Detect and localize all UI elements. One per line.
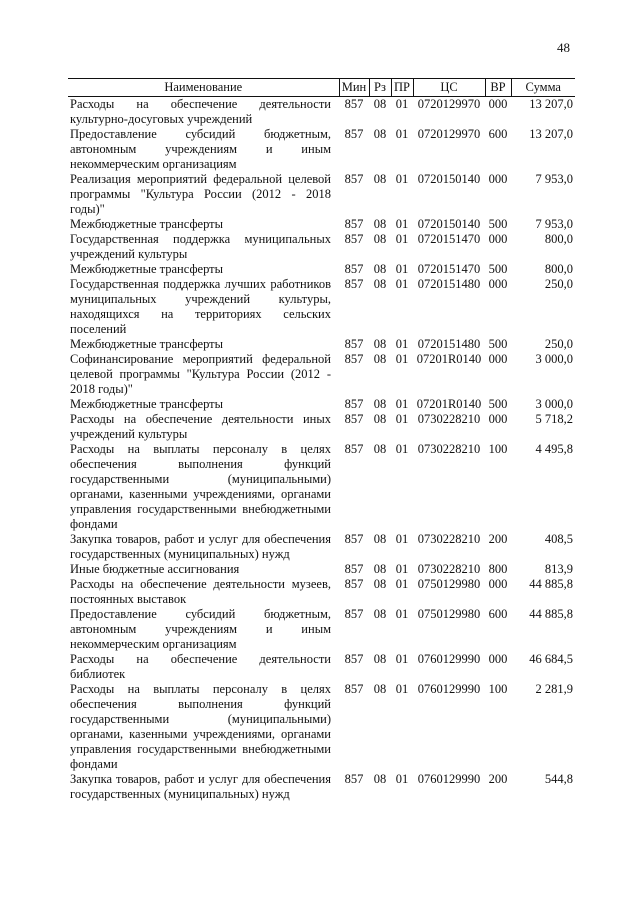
cell-min: 857 xyxy=(344,262,364,276)
cell-rz: 08 xyxy=(373,397,387,411)
cell-pr: 01 xyxy=(395,232,409,246)
cell-min: 857 xyxy=(344,577,364,591)
cell-cs: 0760129990 xyxy=(417,652,481,666)
table-row xyxy=(68,337,575,352)
cell-min: 857 xyxy=(344,277,364,291)
cell-pr: 01 xyxy=(395,172,409,186)
cell-cs: 07201R0140 xyxy=(416,352,482,366)
cell-vr: 000 xyxy=(488,412,508,426)
table-row xyxy=(68,652,575,682)
cell-pr: 01 xyxy=(395,277,409,291)
cell-name: Иные бюджетные ассигнования xyxy=(70,562,240,576)
cell-cs: 0720129970 xyxy=(417,97,481,111)
cell-vr: 100 xyxy=(488,682,508,696)
table-row xyxy=(68,577,575,607)
cell-pr: 01 xyxy=(395,607,409,621)
cell-cs: 0730228210 xyxy=(417,412,481,426)
cell-rz: 08 xyxy=(373,772,387,786)
cell-min: 857 xyxy=(344,397,364,411)
cell-sum: 544,8 xyxy=(544,772,573,786)
cell-vr: 500 xyxy=(488,397,508,411)
cell-pr: 01 xyxy=(395,562,409,576)
cell-rz: 08 xyxy=(373,127,387,141)
cell-cs: 07201R0140 xyxy=(416,397,482,411)
cell-pr: 01 xyxy=(395,652,409,666)
table-row xyxy=(68,97,575,128)
cell-vr: 000 xyxy=(488,352,508,366)
cell-rz: 08 xyxy=(373,97,387,111)
cell-name: Расходы на обеспечение деятельности библиотек xyxy=(70,652,331,681)
cell-cs: 0760129990 xyxy=(417,772,481,786)
cell-name: Расходы на выплаты персоналу в целях обеспечения выполнения функций государственными (муниципальными) органами, казенными учреждениями, органами управления государственными внебюджетными фондами xyxy=(70,682,331,771)
cell-min: 857 xyxy=(344,232,364,246)
cell-pr: 01 xyxy=(395,412,409,426)
cell-cs: 0750129980 xyxy=(417,607,481,621)
cell-pr: 01 xyxy=(395,532,409,546)
cell-name: Закупка товаров, работ и услуг для обеспечения государственных (муниципальных) нужд xyxy=(70,532,331,561)
table-row xyxy=(68,277,575,337)
cell-min: 857 xyxy=(344,532,364,546)
header-cs: ЦС xyxy=(413,79,485,97)
cell-vr: 000 xyxy=(488,577,508,591)
table-row xyxy=(68,607,575,652)
cell-rz: 08 xyxy=(373,277,387,291)
cell-rz: 08 xyxy=(373,262,387,276)
header-pr: ПР xyxy=(391,79,413,97)
header-rz: Рз xyxy=(369,79,391,97)
cell-vr: 000 xyxy=(488,172,508,186)
cell-min: 857 xyxy=(344,442,364,456)
cell-cs: 0730228210 xyxy=(417,532,481,546)
cell-sum: 800,0 xyxy=(544,232,573,246)
cell-min: 857 xyxy=(344,97,364,111)
cell-sum: 5 718,2 xyxy=(535,412,573,426)
cell-sum: 3 000,0 xyxy=(535,352,573,366)
cell-name: Закупка товаров, работ и услуг для обеспечения государственных (муниципальных) нужд xyxy=(70,772,331,801)
cell-rz: 08 xyxy=(373,232,387,246)
table-row xyxy=(68,397,575,412)
cell-min: 857 xyxy=(344,217,364,231)
cell-pr: 01 xyxy=(395,397,409,411)
cell-vr: 000 xyxy=(488,652,508,666)
cell-vr: 200 xyxy=(488,532,508,546)
cell-sum: 813,9 xyxy=(544,562,573,576)
cell-min: 857 xyxy=(344,352,364,366)
cell-name: Государственная поддержка лучших работников муниципальных учреждений культуры, находящихся на территориях сельских поселений xyxy=(70,277,331,336)
cell-rz: 08 xyxy=(373,172,387,186)
cell-name: Софинансирование мероприятий федеральной целевой программы "Культура России (2012 - 2018 годы)" xyxy=(70,352,331,396)
cell-min: 857 xyxy=(344,682,364,696)
table-row xyxy=(68,772,575,802)
cell-pr: 01 xyxy=(395,337,409,351)
table-row xyxy=(68,172,575,217)
cell-sum: 3 000,0 xyxy=(535,397,573,411)
cell-pr: 01 xyxy=(395,682,409,696)
cell-name: Расходы на обеспечение деятельности музеев, постоянных выставок xyxy=(70,577,331,606)
cell-sum: 250,0 xyxy=(544,277,573,291)
cell-name: Межбюджетные трансферты xyxy=(70,397,224,411)
cell-min: 857 xyxy=(344,127,364,141)
cell-pr: 01 xyxy=(395,262,409,276)
cell-sum: 13 207,0 xyxy=(529,127,573,141)
cell-rz: 08 xyxy=(373,682,387,696)
page-number: 48 xyxy=(557,40,570,55)
cell-cs: 0720151470 xyxy=(417,262,481,276)
cell-vr: 800 xyxy=(488,562,508,576)
cell-name: Расходы на обеспечение деятельности культурно-досуговых учреждений xyxy=(70,97,331,126)
table-row xyxy=(68,562,575,577)
cell-sum: 46 684,5 xyxy=(529,652,573,666)
cell-rz: 08 xyxy=(373,607,387,621)
cell-pr: 01 xyxy=(395,772,409,786)
table-row xyxy=(68,262,575,277)
cell-cs: 0720150140 xyxy=(417,217,481,231)
cell-name: Государственная поддержка муниципальных учреждений культуры xyxy=(70,232,331,261)
cell-cs: 0730228210 xyxy=(417,562,481,576)
cell-min: 857 xyxy=(344,337,364,351)
cell-vr: 500 xyxy=(488,217,508,231)
cell-name: Расходы на обеспечение деятельности иных учреждений культуры xyxy=(70,412,331,441)
cell-pr: 01 xyxy=(395,442,409,456)
cell-rz: 08 xyxy=(373,562,387,576)
cell-vr: 100 xyxy=(488,442,508,456)
table-row xyxy=(68,352,575,397)
table-row xyxy=(68,412,575,442)
cell-cs: 0720151480 xyxy=(417,277,481,291)
table-row xyxy=(68,532,575,562)
cell-min: 857 xyxy=(344,772,364,786)
budget-table xyxy=(68,78,575,802)
cell-rz: 08 xyxy=(373,337,387,351)
cell-sum: 408,5 xyxy=(544,532,573,546)
cell-sum: 2 281,9 xyxy=(535,682,573,696)
cell-sum: 7 953,0 xyxy=(535,217,573,231)
cell-pr: 01 xyxy=(395,577,409,591)
cell-rz: 08 xyxy=(373,652,387,666)
cell-vr: 000 xyxy=(488,97,508,111)
table-row xyxy=(68,217,575,232)
cell-cs: 0720129970 xyxy=(417,127,481,141)
table-header-row xyxy=(68,79,575,97)
cell-sum: 44 885,8 xyxy=(529,577,573,591)
cell-rz: 08 xyxy=(373,412,387,426)
cell-rz: 08 xyxy=(373,217,387,231)
cell-name: Предоставление субсидий бюджетным, автономным учреждениям и иным некоммерческим организациям xyxy=(70,127,331,171)
cell-pr: 01 xyxy=(395,352,409,366)
cell-pr: 01 xyxy=(395,217,409,231)
cell-pr: 01 xyxy=(395,127,409,141)
cell-min: 857 xyxy=(344,652,364,666)
table-row xyxy=(68,127,575,172)
cell-cs: 0730228210 xyxy=(417,442,481,456)
cell-name: Предоставление субсидий бюджетным, автономным учреждениям и иным некоммерческим организациям xyxy=(70,607,331,651)
header-sum: Сумма xyxy=(511,79,575,97)
cell-name: Расходы на выплаты персоналу в целях обеспечения выполнения функций государственными (муниципальными) органами, казенными учреждениями, органами управления государственными внебюджетными фондами xyxy=(70,442,331,531)
table-row xyxy=(68,682,575,772)
cell-min: 857 xyxy=(344,607,364,621)
cell-sum: 13 207,0 xyxy=(529,97,573,111)
header-name: Наименование xyxy=(68,79,339,97)
cell-vr: 000 xyxy=(488,277,508,291)
cell-vr: 500 xyxy=(488,262,508,276)
table-row xyxy=(68,442,575,532)
cell-name: Межбюджетные трансферты xyxy=(70,217,224,231)
cell-vr: 200 xyxy=(488,772,508,786)
cell-sum: 44 885,8 xyxy=(529,607,573,621)
cell-min: 857 xyxy=(344,562,364,576)
cell-rz: 08 xyxy=(373,577,387,591)
cell-cs: 0750129980 xyxy=(417,577,481,591)
cell-cs: 0720151470 xyxy=(417,232,481,246)
cell-vr: 500 xyxy=(488,337,508,351)
cell-rz: 08 xyxy=(373,532,387,546)
cell-vr: 600 xyxy=(488,127,508,141)
header-min: Мин xyxy=(339,79,369,97)
cell-name: Межбюджетные трансферты xyxy=(70,337,224,351)
table-row xyxy=(68,232,575,262)
header-vr: ВР xyxy=(485,79,511,97)
cell-min: 857 xyxy=(344,172,364,186)
cell-cs: 0720151480 xyxy=(417,337,481,351)
cell-rz: 08 xyxy=(373,352,387,366)
cell-name: Межбюджетные трансферты xyxy=(70,262,224,276)
cell-vr: 600 xyxy=(488,607,508,621)
cell-sum: 7 953,0 xyxy=(535,172,573,186)
cell-sum: 4 495,8 xyxy=(535,442,573,456)
cell-vr: 000 xyxy=(488,232,508,246)
cell-name: Реализация мероприятий федеральной целевой программы "Культура России (2012 - 2018 годы)" xyxy=(70,172,331,216)
cell-sum: 250,0 xyxy=(544,337,573,351)
cell-min: 857 xyxy=(344,412,364,426)
cell-pr: 01 xyxy=(395,97,409,111)
cell-cs: 0720150140 xyxy=(417,172,481,186)
cell-cs: 0760129990 xyxy=(417,682,481,696)
cell-rz: 08 xyxy=(373,442,387,456)
table-body xyxy=(68,97,575,803)
cell-sum: 800,0 xyxy=(544,262,573,276)
